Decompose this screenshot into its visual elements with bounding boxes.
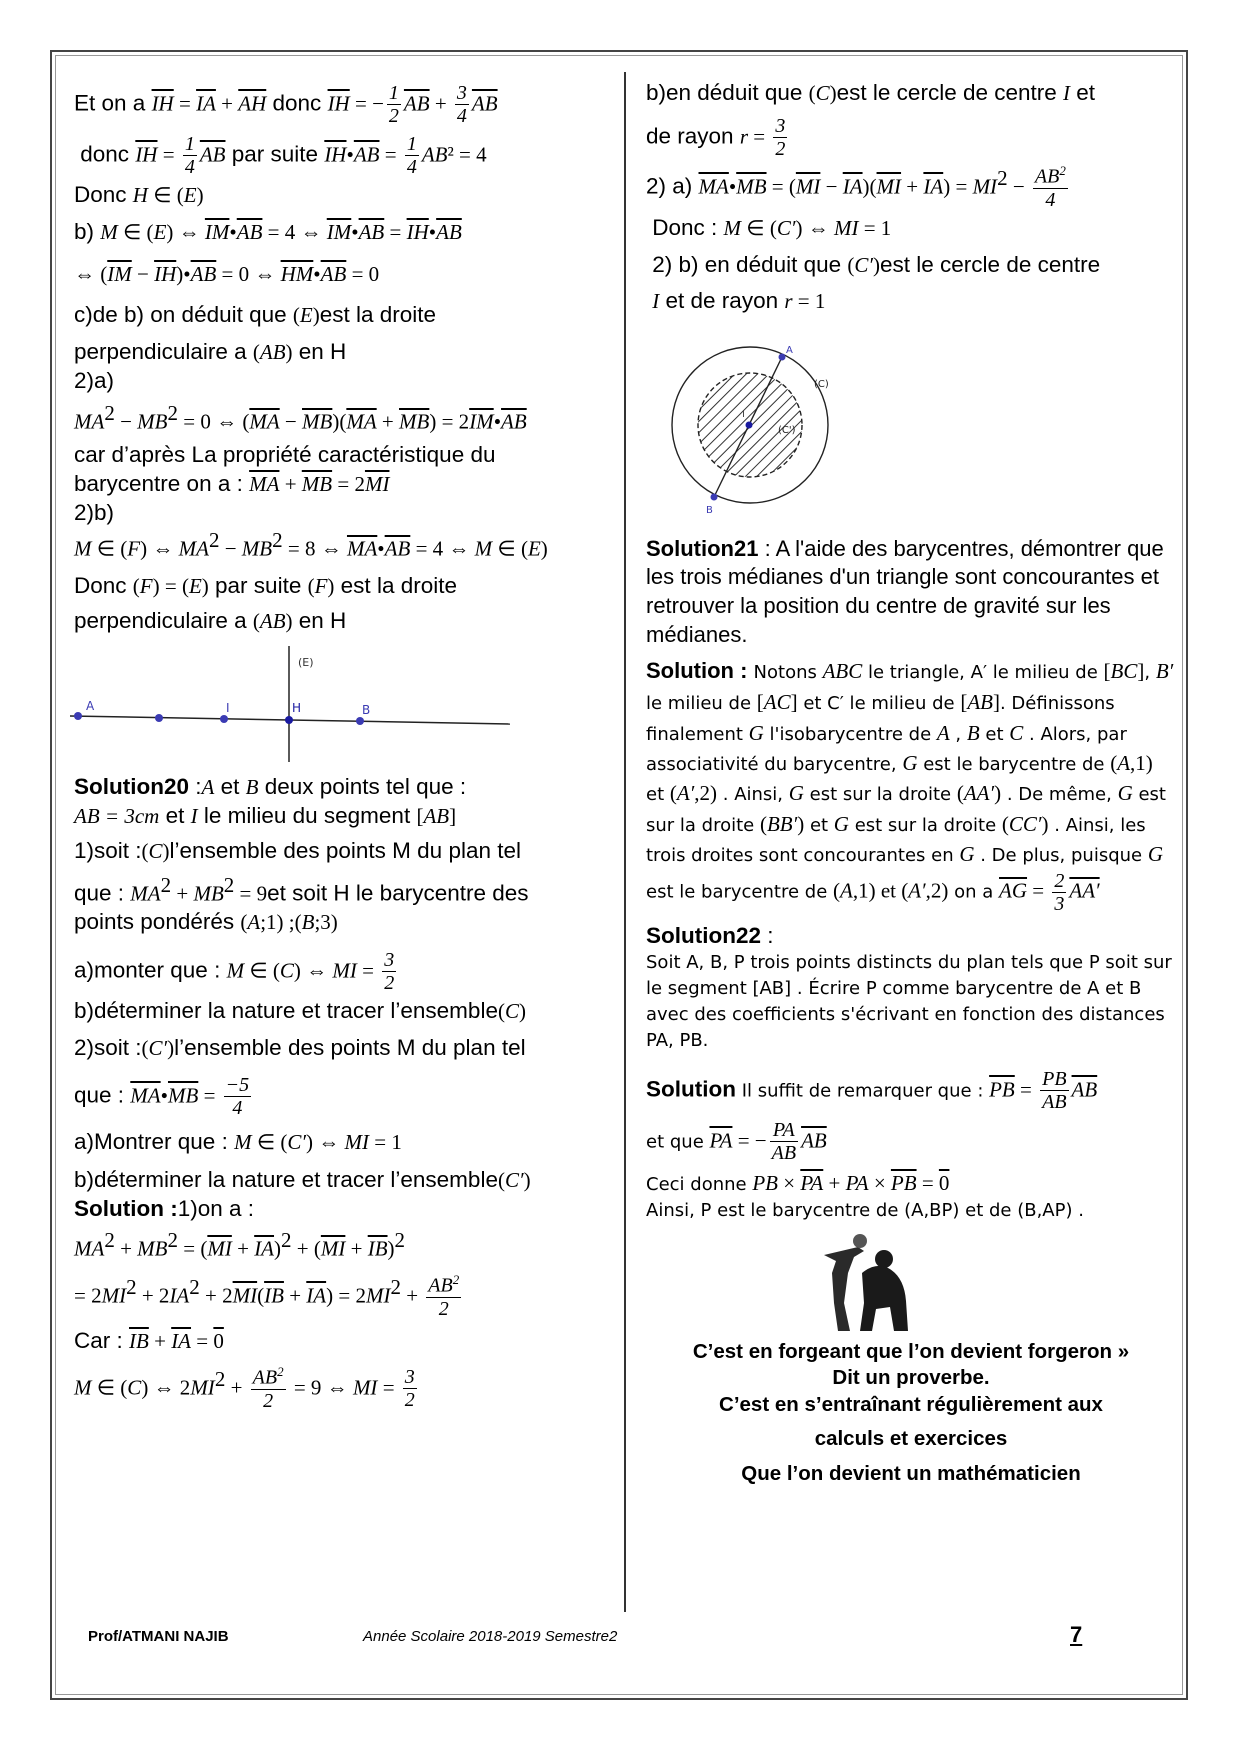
text-line: ⇔ ($\overline{IM}$ − $\overline{IH})•\overline{AB} = 0$ ⇔ $\overline{HM}•\overline{AB} = 0$ [74,261,380,286]
text-line: 2)a) [74,368,115,394]
text-line: c)de b) on déduit que (E)est la droite [74,301,437,327]
label-h: H [292,700,302,715]
label-e: (E) [298,655,314,669]
text-line: Et on a $\overline{IH} = \overline{IA} + \overline{AH}$ donc $\overline{IH}$ = − $\frac{1}{2}$ $\overline{AB}$ + $\frac{3}{4}$ $\overline{AB}$ [74,82,498,127]
column-divider [624,72,626,1612]
text-line: 1)soit :(C)l’ensemble des points M du plan tel [74,838,521,864]
text-line: a)monter que : M ∈ (C) ⇔ MI = $\frac{3}{2}$ [74,948,395,994]
point-b [356,717,364,725]
solution21-title: Solution21 [646,535,759,561]
solution-title: Solution : [646,658,754,684]
text-line: $MA^2 + MB^2 = (\overline{MI} + \overline{IA})^2 + (\overline{MI} + \overline{IB})^2$ [74,1228,406,1261]
text-line: Car : $\overline{IB} + \overline{IA} = 0$ [74,1327,224,1353]
text-line: Ceci donne PB × $\overline{PA}$ + PA × $\overline{PB} = 0$ [646,1171,950,1196]
label-b: B [706,504,713,516]
label-i: I [226,700,230,715]
text-line: a)Montrer que : M ∈ (C′) ⇔ MI = 1 [74,1129,402,1155]
text-line: Donc : M ∈ (C′) ⇔ MI = 1 [652,214,892,240]
text-line: Donc (F) = (E) par suite (F) est la droite [74,573,457,599]
text-line: Solution22 : [646,922,774,948]
text-line: perpendiculaire a (AB) en H [74,608,347,634]
text-line: perpendiculaire a (AB) en H [74,339,347,365]
label-c: (C) [814,378,829,390]
solution20-title: Solution20 [74,773,190,799]
text-line: AB = 3cm et I le milieu du segment [AB] [74,803,457,829]
text-line: que : $MA^2 + MB^2 = 9et$ soit H le barycentre des [74,872,529,906]
text-line: = $2MI^2 + 2IA^2 + 2\overline{MI}(\overline{IB} + \overline{IA}) = 2MI^2$ + $\frac{AB^2}{2}$ [74,1271,460,1320]
text-line: b) M ∈ (E) ⇔ $\overline{IM}•\overline{AB} = 4$ ⇔ $\overline{IM}•\overline{AB}$ = $\overline{IH}•\overline{AB}$ [74,219,462,245]
label-a: A [86,698,95,713]
solution22-title: Solution22 [646,922,762,948]
point-h [285,716,293,724]
text-line: b)déterminer la nature et tracer l’ensemble(C) [74,997,526,1023]
label-c-prime: (C') [778,424,796,436]
text-line: donc $\overline{IH}$ = $\frac{1}{4}$ $\overline{AB}$ par suite $\overline{IH}•\overline{AB}$ = $\frac{1}{4}$ AB² = 4 [80,133,487,178]
label-b: B [362,702,371,717]
text-line: 2)b) [74,500,115,526]
text-line: et que $\overline{PA}$ = − $\frac{PA}{AB}$ $\overline{AB}$ [646,1119,827,1165]
text-line: Solution20 :A et B deux points tel que : [74,773,467,799]
point-i [220,715,228,723]
solution-title: Solution [646,1076,736,1102]
page-number: 7 [1070,1622,1083,1647]
text-line: $MA^2 - MB^2 = 0$ ⇔ $(\overline{MA} - \overline{MB})(\overline{MA} + \overline{MB})$ = $2\overline{IM}•\overline{AB}$ [74,400,527,434]
text-line: Donc H ∈ (E) [74,182,204,207]
text-line: Solution :1)on a : [74,1195,255,1221]
text-line: barycentre on a : $\overline{MA} + \overline{MB} = 2\overline{MI}$ [74,470,390,496]
perpendicular-figure [70,646,510,764]
circles-figure [666,329,866,519]
footer-author: Prof/ATMANI NAJIB [88,1628,229,1645]
point-a [74,712,82,720]
point-a [779,353,786,360]
text-line: que : $\overline{MA}•\overline{MB}$ = $\frac{-5}{4}$ [74,1074,250,1120]
label-i: I [742,408,745,420]
solution21-block: Solution21 : A l'aide des barycentres, démontrer que les trois médianes d'un triangle sont concourantes et retrouver la position du centre de gravité sur les médianes. [646,535,1164,647]
text-line: b)en déduit que (C)est le cercle de centre I et [646,80,1096,105]
text-line: points pondérés (A;1) ;(B;3) [74,909,338,935]
text-line: Solution Il suffit de remarquer que : $\overline{PB}$ = $\frac{PB}{AB}$ $\overline{AB}$ [646,1068,1098,1114]
footer-year: Année Scolaire 2018-2019 Semestre2 [363,1628,618,1645]
silhouette-illustration [814,1233,924,1333]
text-line: 2) a) $\overline{MA}•\overline{MB} = (\overline{MI} - \overline{IA})(\overline{MI} + \overline{IA}) = MI^2$ − $\frac{AB^2}{4}$ [646,163,1066,211]
text-line: 2) b) en déduit que (C′)est le cercle de centre [652,252,1101,278]
text-line: car d’après La propriété caractéristique du [74,441,496,467]
text-line: 2)soit :(C′)l’ensemble des points M du plan tel [74,1035,526,1060]
label-a: A [786,344,793,356]
point [155,714,163,722]
text-line: M ∈ (F) ⇔ $MA^2 - MB^2 = 8$ ⇔ $\overline{MA}•\overline{AB} = 4$ ⇔ M ∈ (E) [74,528,548,561]
point-b [711,493,718,500]
left-column [74,80,614,1412]
solution22-text: Soit A, B, P trois points distincts du plan tels que P soit sur le segment [AB] . Écrire P comme barycentre de A et B avec des coefficients s'écrivant en fonction des distances PA, PB. [646,951,1172,1052]
right-column [646,78,1176,1488]
text-line: Ainsi, P est le barycentre de (A,BP) et de (B,AP) . [646,1200,1084,1222]
text-line: I et de rayon r = 1 [652,287,826,313]
proverb-quote: C’est en forgeant que l’on devient forgeron » Dit un proverbe. C’est en s’entraînant régulièrement aux calculs et exercices Que l’on devient un mathématicien [692,1339,1130,1486]
solution-title: Solution : [74,1195,178,1221]
text-line: de rayon r = $\frac{3}{2}$ [646,115,786,161]
point-i [746,421,753,428]
text-line: M ∈ (C) ⇔ $2MI^2$ + $\frac{AB^2}{2}$ = 9 ⇔ MI = $\frac{3}{2}$ [74,1363,415,1412]
text-line: b)déterminer la nature et tracer l’ensemble(C′) [74,1166,531,1192]
solution21-answer: Solution : Notons ABC le triangle, A′ le milieu de [BC], B′ le milieu de [AC] et C′ le milieu de [AB]. Définissons finalement G l'isobarycentre de A , B et C . Alors, par associativité du barycentre, G est le barycentre de (A,1) et (A′,2) . Ainsi, G est sur la droite (AA′) . De même, G est sur la droite (BB′) et G est sur la droite (CC′) . Ainsi, les trois droites sont concourantes en G . De plus, puisque G est le barycentre de (A,1) et (A′,2) on a $\overline{AG}$ = $\frac{2}{3}$ AA′ [646,658,1174,915]
